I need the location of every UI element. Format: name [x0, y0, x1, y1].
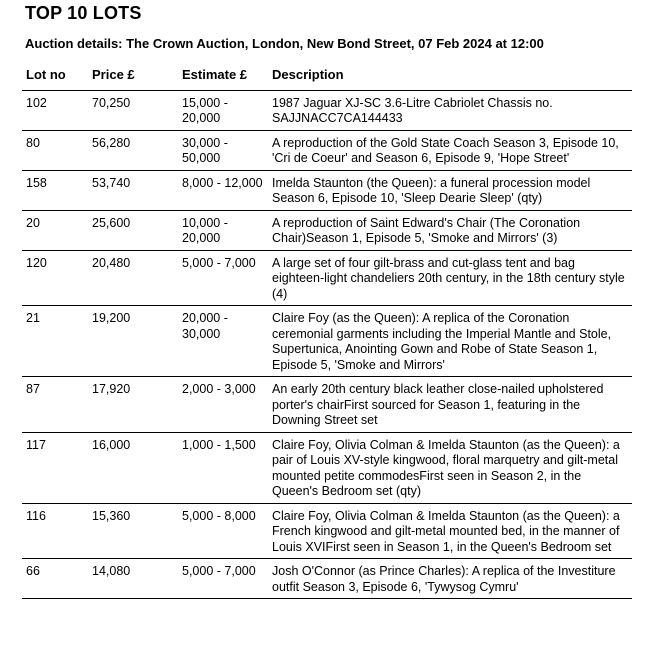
auction-details: Auction details: The Crown Auction, London, New Bond Street, 07 Feb 2024 at 12:00: [25, 36, 544, 51]
lot-number: 120: [22, 250, 88, 306]
table-row: [22, 250, 632, 306]
table-row: [22, 90, 632, 130]
lot-estimate: 5,000 - 7,000: [178, 250, 268, 306]
lot-estimate: 5,000 - 8,000: [178, 503, 268, 559]
lot-description: Josh O'Connor (as Prince Charles): A replica of the Investiture outfit Season 3, Episode 6, 'Tywysog Cymru': [268, 559, 632, 599]
lot-number: 66: [22, 559, 88, 599]
lot-number: 20: [22, 210, 88, 250]
lot-description: Claire Foy, Olivia Colman & Imelda Staunton (as the Queen): a pair of Louis XV-style kingwood, floral marquetry and gilt-metal mounted petite commodesFirst seen in Season 2, in the Queen's Bedroom set (qty): [268, 432, 632, 503]
lot-number: 80: [22, 130, 88, 170]
lot-estimate: 8,000 - 12,000: [178, 170, 268, 210]
lot-description: Claire Foy (as the Queen): A replica of the Coronation ceremonial garments including the Imperial Mantle and Stole, Supertunica, Anointing Gown and Robe of State Season 1, Episode 5, 'Smoke and Mirrors': [268, 306, 632, 377]
lot-estimate: 1,000 - 1,500: [178, 432, 268, 503]
lot-price: 16,000: [88, 432, 178, 503]
lot-price: 70,250: [88, 90, 178, 130]
lot-estimate: 20,000 - 30,000: [178, 306, 268, 377]
table-row: [22, 559, 632, 599]
lot-price: 17,920: [88, 377, 178, 433]
lot-number: 116: [22, 503, 88, 559]
lot-number: 87: [22, 377, 88, 433]
lot-price: 14,080: [88, 559, 178, 599]
lot-price: 20,480: [88, 250, 178, 306]
lot-estimate: 2,000 - 3,000: [178, 377, 268, 433]
column-header-estimate: Estimate £: [178, 60, 268, 90]
lot-description: 1987 Jaguar XJ-SC 3.6-Litre Cabriolet Chassis no. SAJJNACC7CA144433: [268, 90, 632, 130]
lot-price: 56,280: [88, 130, 178, 170]
lot-description: A reproduction of the Gold State Coach Season 3, Episode 10, 'Cri de Coeur' and Season 6, Episode 9, 'Hope Street': [268, 130, 632, 170]
table-row: [22, 503, 632, 559]
lot-description: Imelda Staunton (the Queen): a funeral procession model Season 6, Episode 10, 'Sleep Dearie Sleep' (qty): [268, 170, 632, 210]
column-header-lot-no: Lot no: [22, 60, 88, 90]
column-header-description: Description: [268, 60, 632, 90]
lot-description: Claire Foy, Olivia Colman & Imelda Staunton (as the Queen): a French kingwood and gilt-metal mounted bed, in the manner of Louis XVIFirst seen in Season 1, in the Queen's Bedroom set: [268, 503, 632, 559]
lot-price: 53,740: [88, 170, 178, 210]
lot-number: 117: [22, 432, 88, 503]
lot-description: A large set of four gilt-brass and cut-glass tent and bag eighteen-light chandeliers 20th century, in the 18th century style (4): [268, 250, 632, 306]
table-row: [22, 377, 632, 433]
lot-estimate: 10,000 - 20,000: [178, 210, 268, 250]
lot-description: A reproduction of Saint Edward's Chair (The Coronation Chair)Season 1, Episode 5, 'Smoke and Mirrors' (3): [268, 210, 632, 250]
page-title: TOP 10 LOTS: [25, 3, 142, 23]
top-lots-table: [22, 60, 632, 599]
table-row: [22, 170, 632, 210]
lot-description: An early 20th century black leather close-nailed upholstered porter's chairFirst sourced for Season 1, featuring in the Downing Street set: [268, 377, 632, 433]
lot-price: 25,600: [88, 210, 178, 250]
lot-number: 21: [22, 306, 88, 377]
lot-number: 158: [22, 170, 88, 210]
lot-estimate: 15,000 - 20,000: [178, 90, 268, 130]
column-header-price: Price £: [88, 60, 178, 90]
lot-price: 15,360: [88, 503, 178, 559]
lot-estimate: 30,000 - 50,000: [178, 130, 268, 170]
table-row: [22, 210, 632, 250]
table-row: [22, 432, 632, 503]
table-row: [22, 306, 632, 377]
table-row: [22, 130, 632, 170]
lot-price: 19,200: [88, 306, 178, 377]
lot-number: 102: [22, 90, 88, 130]
table-header-row: [22, 60, 632, 90]
lot-estimate: 5,000 - 7,000: [178, 559, 268, 599]
